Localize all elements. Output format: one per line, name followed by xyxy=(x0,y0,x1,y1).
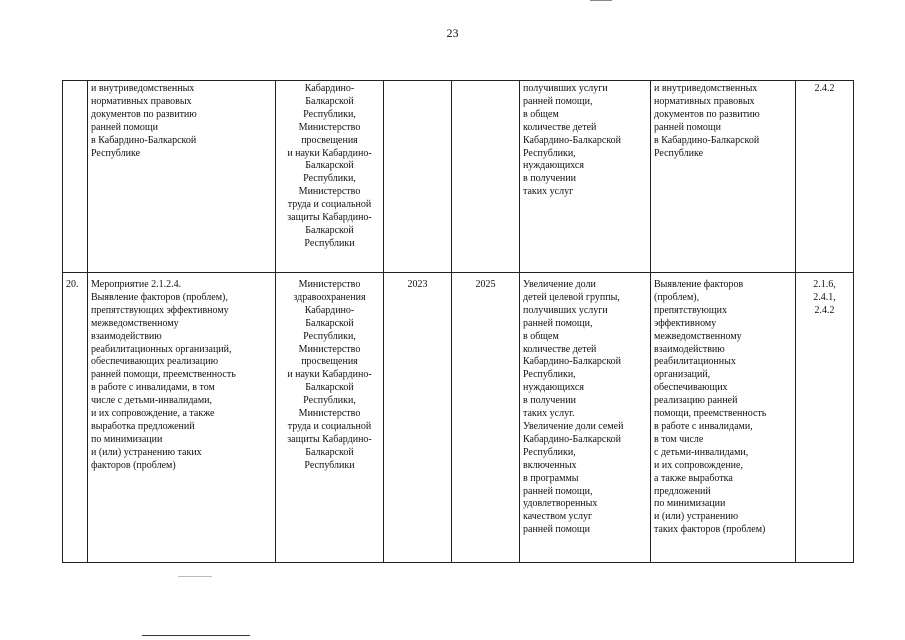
cell-text-line: выработка предложений xyxy=(91,420,195,432)
cell-text-line: и их сопровождение, xyxy=(654,459,743,471)
faint-rule xyxy=(178,576,212,577)
cell-text-line: ранней помощи xyxy=(654,121,721,133)
cell-text-line: Балкарской xyxy=(305,446,354,458)
cell-text-line: защиты Кабардино- xyxy=(287,433,372,445)
end-year-cell xyxy=(452,273,520,563)
cell-text-line: просвещения xyxy=(301,356,358,368)
cell-text-line: получивших услуги xyxy=(523,83,608,94)
end-year-cell xyxy=(452,81,520,273)
cell-text-line: Республики, xyxy=(523,147,576,159)
cell-text-line: Балкарской xyxy=(305,317,354,329)
cell-text-line: здравоохранения xyxy=(293,291,366,303)
cell-text-line: нормативных правовых xyxy=(91,95,192,107)
cell-text-line: в общем xyxy=(523,108,559,120)
cell-text-line: предложений xyxy=(654,485,711,497)
cell-text-line: Мероприятие 2.1.2.4. xyxy=(91,279,182,290)
cell-text-line: и науки Кабардино- xyxy=(287,369,372,381)
cell-text-line: Выявление факторов xyxy=(654,279,744,290)
cell-text-line: Балкарской xyxy=(305,160,354,172)
cell-text-line: в программы xyxy=(523,472,579,484)
cell-text-line: 2.4.2 xyxy=(814,304,835,316)
cell-text-line: реализацию ранней xyxy=(654,395,738,407)
main-direction-cell xyxy=(651,81,796,273)
cell-text-line: и науки Кабардино- xyxy=(287,147,372,159)
cell-text-line: и (или) устранению таких xyxy=(91,446,202,458)
start-year-cell xyxy=(384,273,452,563)
cell-text-line: 2.1.6, xyxy=(813,279,836,290)
cell-text-line: взаимодействию xyxy=(654,343,725,355)
cell-text-line: труда и социальной xyxy=(287,420,372,432)
cell-text-line: Кабардино-Балкарской xyxy=(523,134,622,146)
executor-cell xyxy=(276,273,384,563)
cell-text-line: по минимизации xyxy=(654,498,726,510)
cell-text-line: получивших услуги xyxy=(523,304,608,316)
cell-text-line: детей целевой группы, xyxy=(523,291,620,303)
cell-text-line: Министерство xyxy=(298,343,361,355)
cell-text-line: и внутриведомственных xyxy=(654,83,758,94)
cell-text-line: Выявление факторов (проблем), xyxy=(91,291,228,303)
cell-text-line: Республики, xyxy=(303,108,356,120)
cell-text-line: Кабардино-Балкарской xyxy=(523,356,622,368)
cell-text-line: количестве детей xyxy=(523,121,597,133)
cell-text-line: в работе с инвалидами, в том xyxy=(91,382,215,394)
cell-text-line: Министерство xyxy=(298,279,361,290)
cell-text-line: документов по развитию xyxy=(91,108,197,120)
cell-text-line: Министерство xyxy=(298,186,361,198)
expected-result-cell xyxy=(520,273,651,563)
cell-text-line: Кабардино-Балкарской xyxy=(523,433,622,445)
cell-text-line: и внутриведомственных xyxy=(91,83,195,94)
cell-text-line: просвещения xyxy=(301,134,358,146)
cell-text-line: и (или) устранению xyxy=(654,511,739,523)
cell-text-line: числе с детьми-инвалидами, xyxy=(91,395,213,407)
cell-text-line: ранней помощи, xyxy=(523,485,593,497)
start-year-cell xyxy=(384,81,452,273)
cell-text-line: в том числе xyxy=(654,433,704,445)
cell-text-line: обеспечивающих xyxy=(654,382,728,394)
cell-text-line: Министерство xyxy=(298,408,361,420)
cell-text-line: Балкарской xyxy=(305,224,354,236)
row-number-cell xyxy=(63,273,88,563)
executor-cell xyxy=(276,81,384,273)
cell-text-line: Балкарской xyxy=(305,382,354,394)
measures-table xyxy=(62,80,854,563)
cell-text-line: 2.4.2 xyxy=(814,83,835,94)
cell-text-line: (проблем), xyxy=(654,291,700,303)
cell-text-line: ранней помощи, преемственность xyxy=(91,369,236,381)
cell-text-line: нуждающихся xyxy=(523,382,584,394)
expected-result-cell xyxy=(520,81,651,273)
cell-text-line: Увеличение доли xyxy=(523,279,596,290)
cell-text-line: Республики, xyxy=(303,395,356,407)
cell-text-line: документов по развитию xyxy=(654,108,760,120)
cell-text-line: обеспечивающих реализацию xyxy=(91,356,219,368)
cell-text-line: препятствующих эффективному xyxy=(91,304,229,316)
cell-text-line: Республики, xyxy=(523,369,576,381)
table-row xyxy=(63,81,854,273)
cell-text: 20. xyxy=(66,279,79,290)
cell-text-line: ранней помощи, xyxy=(523,317,593,329)
cell-text-line: Увеличение доли семей xyxy=(523,420,624,432)
cell-text-line: Кабардино- xyxy=(304,304,355,316)
cell-text-line: нуждающихся xyxy=(523,160,584,172)
cell-text-line: 2.4.1, xyxy=(813,291,836,303)
cell-text-line: Кабардино- xyxy=(304,83,355,94)
cell-text-line: Республики xyxy=(304,237,355,249)
cell-text-line: ранней помощи, xyxy=(523,95,593,107)
cell-text-line: Республики, xyxy=(523,446,576,458)
cell-text-line: в получении xyxy=(523,173,576,185)
cell-text-line: Республики xyxy=(304,459,355,471)
cell-text-line: Республики, xyxy=(303,330,356,342)
cell-text-line: Республике xyxy=(654,147,704,159)
cell-text-line: в общем xyxy=(523,330,559,342)
cell-text-line: ранней помощи xyxy=(523,524,590,536)
cell-text-line: помощи, преемственность xyxy=(654,408,767,420)
cell-text-line: взаимодействию xyxy=(91,330,162,342)
cell-text-line: с детьми-инвалидами, xyxy=(654,446,749,458)
cell-text-line: в Кабардино-Балкарской xyxy=(654,134,760,146)
cell-text-line: межведомственному xyxy=(654,330,742,342)
cell-text-line: в работе с инвалидами, xyxy=(654,420,753,432)
cell-text-line: межведомственному xyxy=(91,317,179,329)
cell-text-line: реабилитационных xyxy=(654,356,736,368)
cell-text-line: организаций, xyxy=(654,369,711,381)
main-direction-cell xyxy=(651,273,796,563)
measure-name-cell xyxy=(88,273,276,563)
cell-text-line: и их сопровождение, а также xyxy=(91,408,215,420)
bottom-rule xyxy=(142,635,250,636)
cell-text-line: таких услуг. xyxy=(523,408,575,420)
cell-text-line: Республике xyxy=(91,147,141,159)
cell-text-line: качеством услуг xyxy=(523,511,593,523)
cell-text-line: в Кабардино-Балкарской xyxy=(91,134,197,146)
row-number-cell xyxy=(63,81,88,273)
cell-text-line: труда и социальной xyxy=(287,199,372,211)
cell-text-line: а также выработка xyxy=(654,472,733,484)
cell-text-line: количестве детей xyxy=(523,343,597,355)
cell-text-line: нормативных правовых xyxy=(654,95,755,107)
indicator-link-cell xyxy=(796,273,854,563)
cell-text-line: включенных xyxy=(523,459,577,471)
cell-text-line: факторов (проблем) xyxy=(91,459,176,471)
cell-text-line: по минимизации xyxy=(91,433,163,445)
measure-name-cell xyxy=(88,81,276,273)
top-edge-mark xyxy=(590,0,612,1)
cell-text-line: таких услуг xyxy=(523,186,574,198)
cell-text-line: в получении xyxy=(523,395,576,407)
cell-text-line: Министерство xyxy=(298,121,361,133)
cell-text-line: защиты Кабардино- xyxy=(287,212,372,224)
cell-text: 2025 xyxy=(475,279,496,290)
table-row xyxy=(63,273,854,563)
cell-text-line: эффективному xyxy=(654,317,717,329)
cell-text-line: Балкарской xyxy=(305,95,354,107)
cell-text-line: ранней помощи xyxy=(91,121,158,133)
cell-text-line: реабилитационных организаций, xyxy=(91,343,232,355)
cell-text-line: препятствующих xyxy=(654,304,727,316)
cell-text-line: удовлетворенных xyxy=(523,498,598,510)
cell-text: 2023 xyxy=(407,279,428,290)
cell-text-line: таких факторов (проблем) xyxy=(654,524,766,536)
indicator-link-cell xyxy=(796,81,854,273)
page-number: 23 xyxy=(446,26,459,40)
cell-text-line: Республики, xyxy=(303,173,356,185)
